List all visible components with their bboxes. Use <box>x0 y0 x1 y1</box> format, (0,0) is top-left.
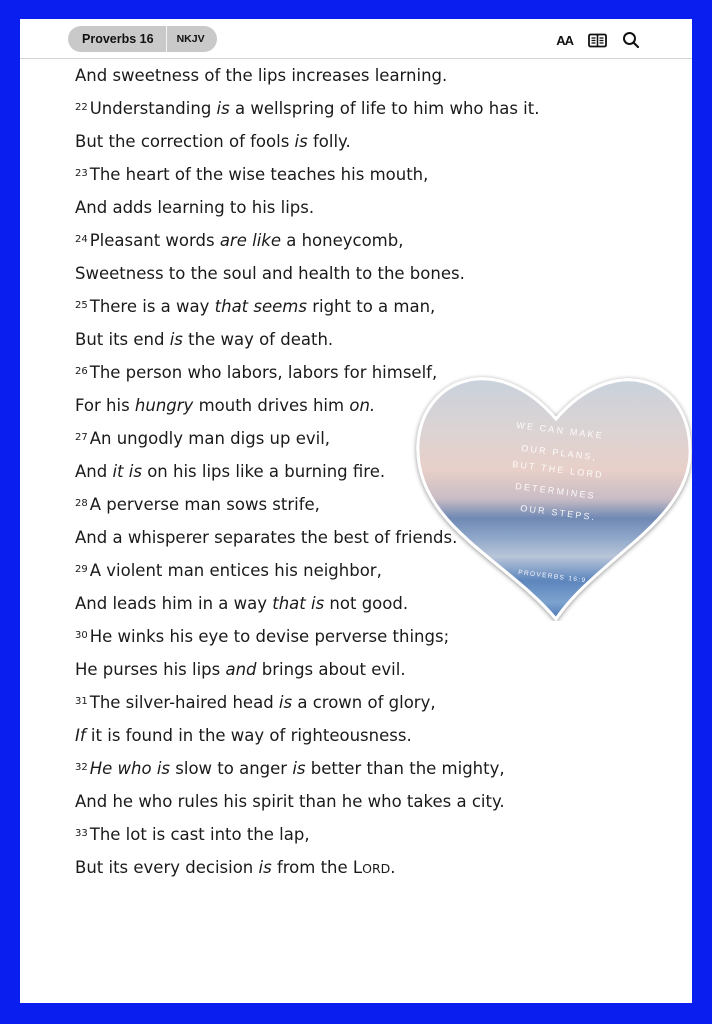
verse-text-italic: is <box>278 693 293 712</box>
verse-line[interactable] <box>75 785 675 818</box>
verse-number: 32 <box>75 762 88 773</box>
verse-line[interactable] <box>75 686 675 719</box>
verse-text: right to a man, <box>306 297 436 316</box>
chapter-version-selector <box>68 26 217 52</box>
verse-text-italic: that is <box>272 594 325 613</box>
verse-number: 31 <box>75 696 88 707</box>
font-size-label: AA <box>556 32 573 48</box>
verse-text-italic: that seems <box>214 297 307 316</box>
verse-line[interactable] <box>75 158 675 191</box>
verse-text: Pleasant words <box>89 231 220 250</box>
verse-text: Sweetness to the soul and health to the bones. <box>75 264 465 283</box>
verse-text: the way of death. <box>182 330 334 349</box>
verse-text: brings about evil. <box>256 660 406 679</box>
verse-number: 26 <box>75 366 88 377</box>
verse-text: A violent man entices his neighbor, <box>89 561 382 580</box>
verse-line[interactable] <box>75 818 675 851</box>
heart-reference: PROVERBS 16:9 <box>517 569 587 585</box>
toolbar-actions <box>556 30 640 50</box>
book-glyph <box>588 33 607 48</box>
heart-line-5: OUR STEPS. <box>519 503 597 523</box>
verse-text: But its end <box>75 330 170 349</box>
verse-number: 28 <box>75 498 88 509</box>
verse-number: 33 <box>75 828 88 839</box>
verse-text: And leads him in a way <box>75 594 273 613</box>
verse-text: The person who labors, labors for himself, <box>89 363 438 382</box>
verse-number: 29 <box>75 564 88 575</box>
verse-line[interactable] <box>75 191 675 224</box>
verse-number: 22 <box>75 102 88 113</box>
verse-number: 24 <box>75 234 88 245</box>
book-icon[interactable] <box>588 30 607 50</box>
verse-text-italic: it is <box>112 462 142 481</box>
verse-text: And <box>75 462 113 481</box>
verse-text: An ungodly man digs up evil, <box>89 429 331 448</box>
verse-text: The lot is cast into the lap, <box>89 825 310 844</box>
verse-line[interactable] <box>75 620 675 653</box>
verse-text: on his lips like a burning fire. <box>141 462 386 481</box>
verse-text-italic: hungry <box>134 396 194 415</box>
verse-text-italic: is <box>216 99 230 118</box>
verse-line[interactable] <box>75 224 675 257</box>
verse-line[interactable] <box>75 851 675 884</box>
search-glyph <box>622 31 640 49</box>
version-button[interactable]: NKJV <box>166 26 217 52</box>
verse-text-italic: are like <box>219 231 281 250</box>
verse-number: 30 <box>75 630 88 641</box>
verse-text: The heart of the wise teaches his mouth, <box>89 165 429 184</box>
verse-line[interactable] <box>75 59 675 92</box>
verse-text: a honeycomb, <box>280 231 404 250</box>
verse-text: better than the mighty, <box>305 759 505 778</box>
verse-line[interactable] <box>75 719 675 752</box>
verse-line[interactable] <box>75 290 675 323</box>
verse-text: There is a way <box>89 297 215 316</box>
top-toolbar <box>20 19 692 59</box>
verse-text: The silver-haired head <box>89 693 279 712</box>
verse-number: 25 <box>75 300 88 311</box>
verse-text: mouth drives him <box>193 396 350 415</box>
verse-line[interactable] <box>75 653 675 686</box>
font-size-icon[interactable] <box>556 30 573 50</box>
verse-number: 27 <box>75 432 88 443</box>
heart-line-4: DETERMINES <box>514 481 597 501</box>
verse-line[interactable] <box>75 257 675 290</box>
verse-line[interactable] <box>75 125 675 158</box>
verse-heart-image <box>396 349 692 621</box>
verse-text: . <box>390 858 396 877</box>
verse-text: For his <box>75 396 135 415</box>
verse-text: a crown of glory, <box>292 693 436 712</box>
verse-text: not good. <box>324 594 409 613</box>
heart-line-2: OUR PLANS, <box>520 443 598 463</box>
verse-text: A perverse man sows strife, <box>89 495 320 514</box>
verse-text: a wellspring of life to him who has it. <box>229 99 540 118</box>
verse-text: And sweetness of the lips increases learning. <box>75 66 448 85</box>
search-icon[interactable] <box>622 30 640 50</box>
verse-text-italic: on. <box>349 396 376 415</box>
verse-text-italic: If <box>75 726 86 745</box>
verse-text: But its every decision <box>75 858 259 877</box>
verse-text-italic: is <box>258 858 272 877</box>
verse-text: He purses his lips <box>75 660 226 679</box>
verse-text-italic: is <box>169 330 183 349</box>
heart-line-1: WE CAN MAKE <box>515 420 605 441</box>
verse-text: He winks his eye to devise perverse things; <box>89 627 450 646</box>
verse-text: Understanding <box>89 99 217 118</box>
verse-text: But the correction of fools <box>75 132 295 151</box>
verse-text-italic: He who is <box>89 759 171 778</box>
verse-text-italic: is <box>292 759 306 778</box>
verse-line[interactable] <box>75 92 675 125</box>
verse-text: folly. <box>307 132 351 151</box>
verse-text: ORD <box>362 861 391 876</box>
verse-text: And a whisperer separates the best of friends. <box>75 528 458 547</box>
verse-line[interactable] <box>75 752 675 785</box>
verse-text: And adds learning to his lips. <box>75 198 315 217</box>
book-chapter-button[interactable]: Proverbs 16 <box>82 32 154 46</box>
heart-line-3: BUT THE LORD <box>511 459 605 481</box>
heart-shape <box>418 379 690 619</box>
verse-text: it is found in the way of righteousness. <box>85 726 412 745</box>
verse-text: from the L <box>271 858 363 877</box>
verse-number: 23 <box>75 168 88 179</box>
verse-text: slow to anger <box>170 759 293 778</box>
verse-text: And he who rules his spirit than he who takes a city. <box>75 792 505 811</box>
verse-text-italic: is <box>294 132 308 151</box>
verse-text-italic: and <box>225 660 257 679</box>
